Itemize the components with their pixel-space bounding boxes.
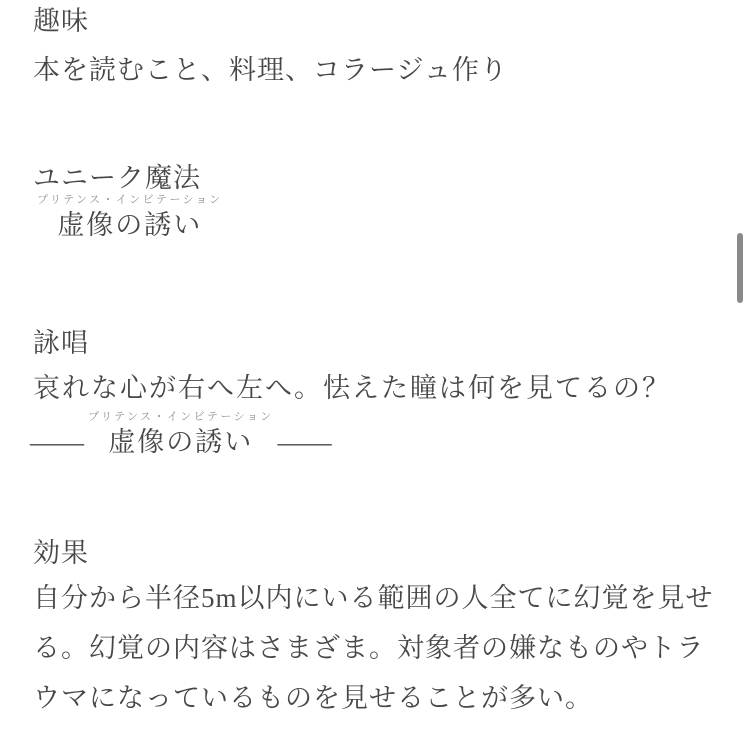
- effect-paragraph: [33, 573, 733, 723]
- chant-spell-row: [30, 410, 332, 459]
- unique-magic-spell: [37, 193, 223, 242]
- chant-spell-ruby: プリテンス・インビテーション: [88, 411, 274, 423]
- effect-paragraph-line: る。幻覚の内容はさまざま。対象者の嫌なものやトラ: [33, 633, 705, 663]
- chant-line: 哀れな心が右へ左へ。怯えた瞳は何を見てるの？: [33, 373, 671, 403]
- hobby-heading: 趣味: [33, 6, 89, 36]
- effect-paragraph-line: ウマになっているものを見せることが多い。: [33, 683, 593, 713]
- effect-heading: 効果: [33, 538, 89, 568]
- scrollbar-thumb[interactable]: [737, 233, 743, 303]
- unique-magic-heading: ユニーク魔法: [33, 163, 201, 193]
- effect-paragraph-line: 自分から半径5m以内にいる範囲の人全てに幻覚を見せ: [33, 583, 714, 613]
- hobby-text: 本を読むこと、料理、コラージュ作り: [33, 55, 508, 85]
- chant-spell: [88, 410, 274, 459]
- chant-heading: 詠唱: [33, 328, 89, 358]
- unique-magic-spell-name: 虚像の誘い: [57, 210, 203, 240]
- chant-spell-name: 虚像の誘い: [108, 427, 254, 457]
- chant-dash-right: ——: [277, 427, 332, 457]
- unique-magic-spell-ruby: プリテンス・インビテーション: [37, 194, 223, 206]
- chant-dash-left: ——: [30, 427, 84, 457]
